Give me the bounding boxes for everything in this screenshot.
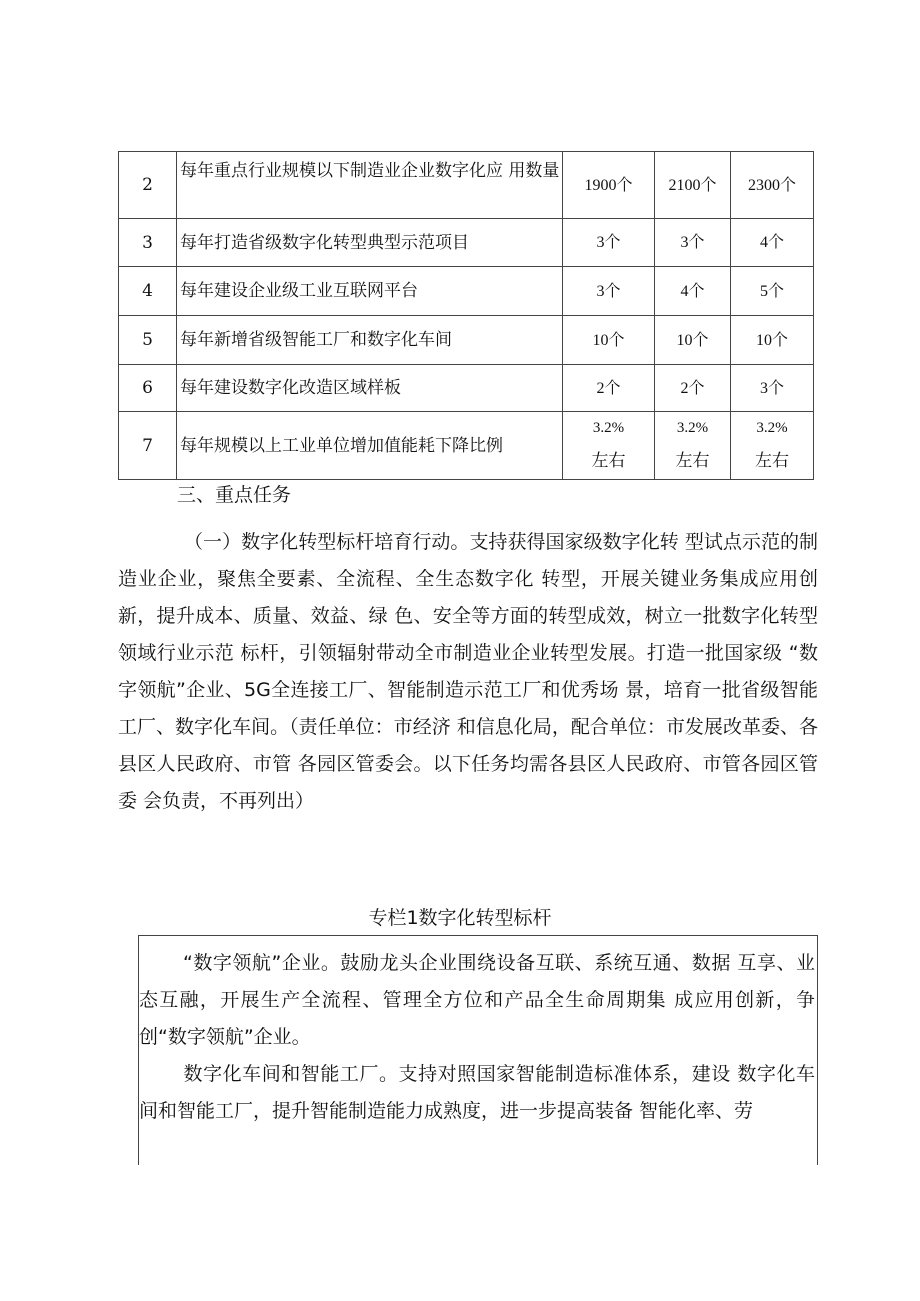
value-text: 1900个: [584, 176, 633, 194]
value-text: 2100个: [668, 176, 717, 194]
row-number: 2: [119, 152, 177, 219]
row-item: 每年建设数字化改造区域样板: [177, 365, 563, 412]
body-paragraph: [118, 524, 818, 820]
row-number: 6: [119, 365, 177, 412]
paragraph-text: （一）数字化转型标杆培育行动。支持获得国家级数字化转 型试点示范的制造业企业，聚焦全要素、全流程、全生态数字化 转型，开展关键业务集成应用创新，提升成本、质量、效益、绿 色、安全等方面的转型成效，树立一批数字化转型领域行业示范 标杆，引领辐射带动全市制造业企业转型发展。打造一批国家级 “数字领航”企业、5G全连接工厂、智能制造示范工厂和优秀场 景，培育一批省级智能工厂、数字化车间。（责任单位：市经济 和信息化局，配合单位：市发展改革委、各县区人民政府、市管 各园区管委会。以下任务均需各县区人民政府、市管各园区管委 会负责，不再列出）: [118, 531, 818, 812]
value-percent: 3.2%: [592, 420, 625, 436]
value-suffix: 左右: [675, 451, 710, 471]
table-row: [119, 412, 814, 480]
table-row: [119, 152, 814, 219]
column-box: [138, 935, 818, 1165]
value-text: 3个: [596, 282, 621, 300]
row-value-3: [731, 267, 814, 316]
value-text: 3个: [759, 379, 784, 397]
target-table: [118, 151, 814, 480]
box-paragraph: [139, 1056, 817, 1130]
row-number: 5: [119, 316, 177, 365]
row-item: 每年规模以上工业单位增加值能耗下降比例: [177, 412, 563, 480]
table-row: [119, 316, 814, 365]
section-heading: 三、重点任务: [177, 484, 292, 506]
table-row: [119, 219, 814, 267]
row-value-1: [563, 267, 655, 316]
row-value-2: [655, 152, 731, 219]
value-text: 2300个: [747, 176, 796, 194]
row-value-3: [731, 152, 814, 219]
table-row: [119, 267, 814, 316]
row-value-2: [655, 412, 731, 480]
row-item: 每年新增省级智能工厂和数字化车间: [177, 316, 563, 365]
row-value-2: [655, 365, 731, 412]
value-suffix: 左右: [591, 451, 626, 471]
row-value-2: [655, 267, 731, 316]
value-percent: 3.2%: [756, 420, 788, 436]
row-value-1: [563, 316, 655, 365]
value-text: 10个: [755, 331, 788, 349]
box-paragraph: [139, 945, 817, 1056]
row-value-1: [563, 152, 655, 219]
value-text: 4个: [759, 234, 784, 251]
paragraph-text: “数字领航”企业。鼓励龙头企业围绕设备互联、系统互通、数据 互享、业态互融，开展生产全流程、管理全方位和产品全生命周期集 成应用创新，争创“数字领航”企业。: [139, 952, 815, 1048]
value-text: 3个: [596, 234, 621, 251]
row-value-2: [655, 219, 731, 267]
value-suffix: 左右: [755, 451, 789, 471]
row-number: 4: [119, 267, 177, 316]
row-number: 7: [119, 412, 177, 480]
value-text: 4个: [680, 282, 705, 300]
box-title: 专栏1数字化转型标杆: [368, 907, 552, 929]
value-text: 2个: [596, 379, 621, 397]
value-text: 5个: [759, 282, 784, 300]
row-number: 3: [119, 219, 177, 267]
row-item: 每年打造省级数字化转型典型示范项目: [177, 219, 563, 267]
table-row: [119, 365, 814, 412]
row-value-2: [655, 316, 731, 365]
row-item: 每年重点行业规模以下制造业企业数字化应 用数量: [177, 152, 563, 219]
value-text: 2个: [680, 379, 705, 397]
value-text: 3个: [680, 234, 705, 251]
row-value-1: [563, 219, 655, 267]
row-value-3: [731, 219, 814, 267]
row-item: 每年建设企业级工业互联网平台: [177, 267, 563, 316]
row-value-1: [563, 365, 655, 412]
row-value-1: [563, 412, 655, 480]
row-value-3: [731, 316, 814, 365]
value-percent: 3.2%: [676, 420, 709, 436]
value-text: 10个: [592, 331, 625, 349]
value-text: 10个: [676, 331, 709, 349]
row-value-3: [731, 412, 814, 480]
row-value-3: [731, 365, 814, 412]
paragraph-text: 数字化车间和智能工厂。支持对照国家智能制造标准体系，建设 数字化车间和智能工厂，提升智能制造能力成熟度，进一步提高装备 智能化率、劳: [139, 1063, 815, 1122]
